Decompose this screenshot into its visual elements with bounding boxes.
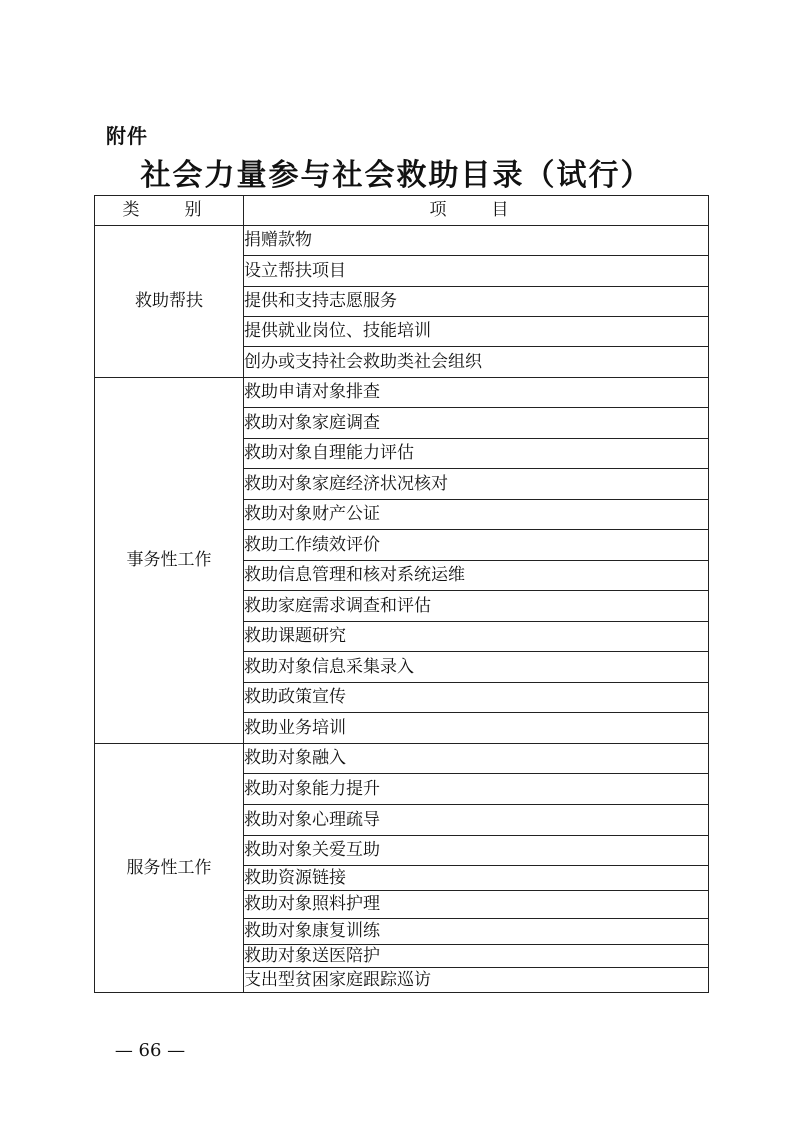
item-cell: 救助对象送医陪护 bbox=[244, 945, 709, 968]
item-cell: 救助申请对象排查 bbox=[244, 378, 709, 408]
category-cell: 事务性工作 bbox=[95, 378, 244, 744]
item-cell: 救助对象信息采集录入 bbox=[244, 652, 709, 683]
table-row bbox=[95, 226, 709, 256]
item-cell: 救助对象关爱互助 bbox=[244, 836, 709, 866]
item-cell: 救助对象融入 bbox=[244, 744, 709, 774]
item-cell: 救助对象康复训练 bbox=[244, 919, 709, 945]
attachment-label: 附件 bbox=[106, 124, 148, 148]
catalog-table bbox=[94, 195, 709, 993]
table-header-row bbox=[95, 196, 709, 226]
item-cell: 设立帮扶项目 bbox=[244, 256, 709, 287]
item-cell: 捐赠款物 bbox=[244, 226, 709, 256]
table-row bbox=[95, 378, 709, 408]
item-cell: 救助对象财产公证 bbox=[244, 500, 709, 530]
column-header-category: 类 别 bbox=[95, 196, 244, 226]
item-cell: 救助资源链接 bbox=[244, 866, 709, 891]
category-cell: 救助帮扶 bbox=[95, 226, 244, 378]
item-cell: 救助信息管理和核对系统运维 bbox=[244, 561, 709, 591]
item-cell: 救助课题研究 bbox=[244, 622, 709, 652]
item-cell: 提供和支持志愿服务 bbox=[244, 287, 709, 317]
item-cell: 救助业务培训 bbox=[244, 713, 709, 744]
item-cell: 救助对象能力提升 bbox=[244, 774, 709, 805]
item-cell: 提供就业岗位、技能培训 bbox=[244, 317, 709, 347]
item-cell: 救助对象家庭调查 bbox=[244, 408, 709, 439]
item-cell: 救助对象自理能力评估 bbox=[244, 439, 709, 469]
column-header-item: 项 目 bbox=[244, 196, 709, 226]
item-cell: 救助家庭需求调查和评估 bbox=[244, 591, 709, 622]
item-cell: 救助对象家庭经济状况核对 bbox=[244, 469, 709, 500]
item-cell: 救助对象照料护理 bbox=[244, 891, 709, 919]
item-cell: 救助工作绩效评价 bbox=[244, 530, 709, 561]
page-number: — 66 — bbox=[114, 1040, 186, 1061]
category-cell: 服务性工作 bbox=[95, 744, 244, 993]
item-cell: 支出型贫困家庭跟踪巡访 bbox=[244, 968, 709, 993]
table-row bbox=[95, 744, 709, 774]
item-cell: 创办或支持社会救助类社会组织 bbox=[244, 347, 709, 378]
item-cell: 救助政策宣传 bbox=[244, 683, 709, 713]
page-title: 社会力量参与社会救助目录（试行） bbox=[140, 158, 653, 193]
item-cell: 救助对象心理疏导 bbox=[244, 805, 709, 836]
